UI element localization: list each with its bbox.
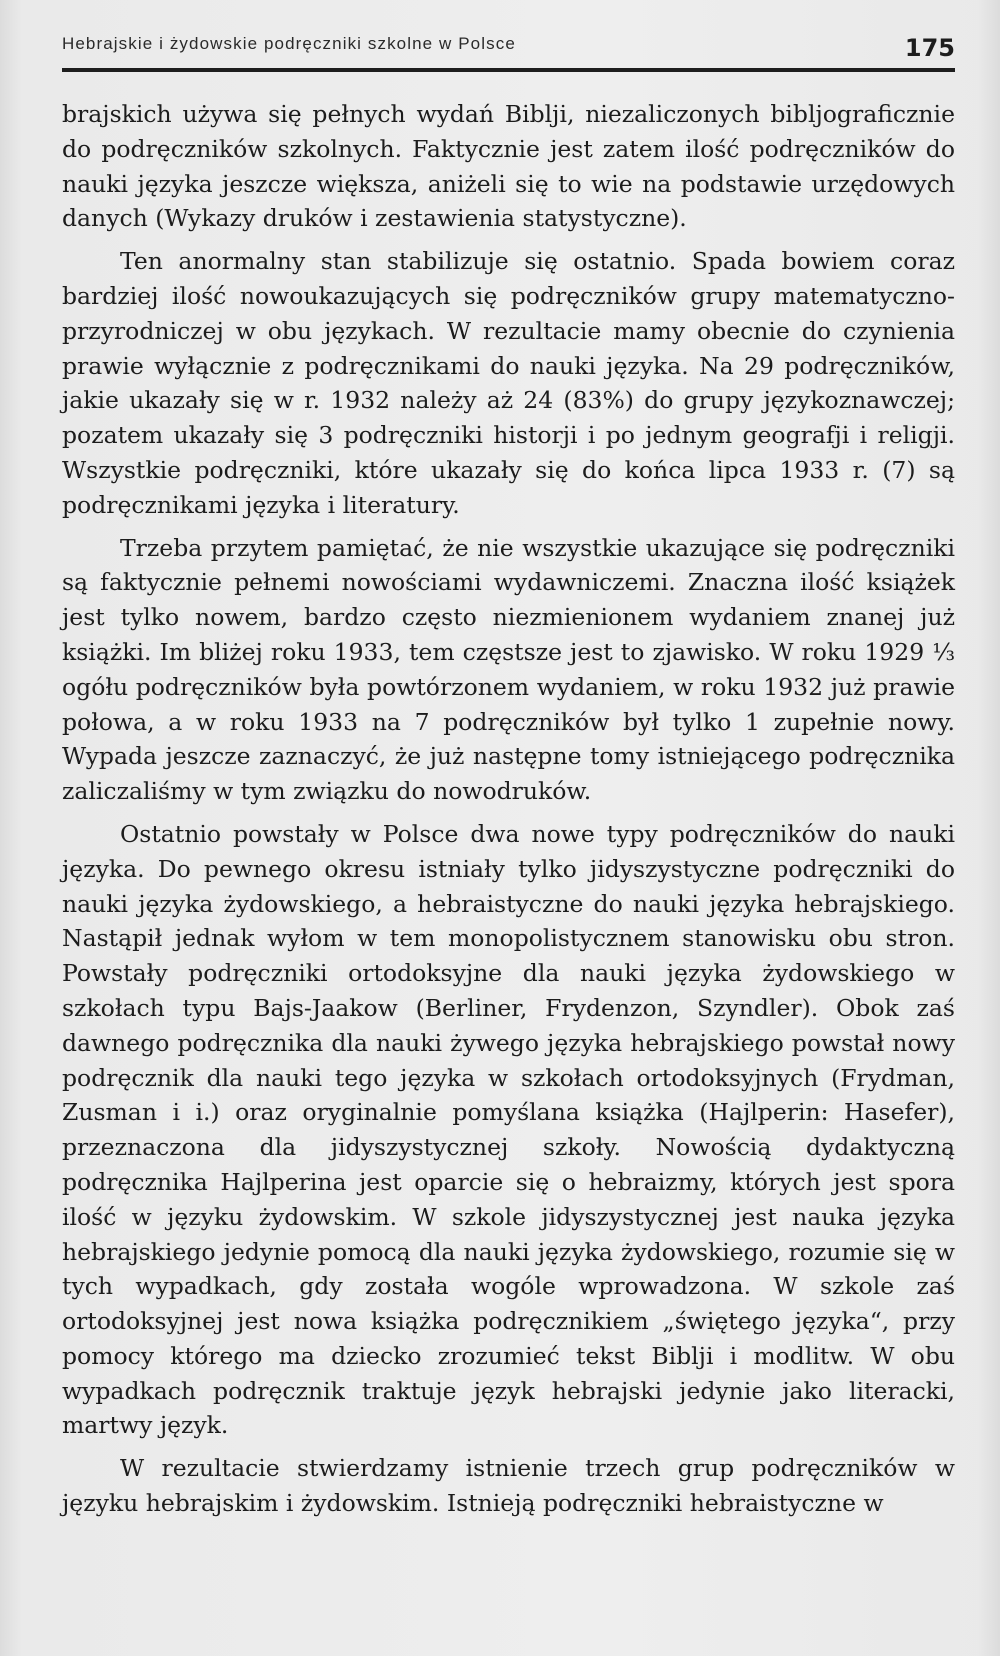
- header-rule: [62, 68, 955, 72]
- paragraph-1: brajskich używa się pełnych wydań Biblji, niezaliczonych bibljograficznie do podręczników szkolnych. Faktycznie jest zatem ilość podręczników do nauki języka jeszcze większa, aniżeli się to wie na podstawie urzędowych danych (Wykazy druków i zestawienia statystyczne).: [62, 100, 955, 233]
- body-text: [62, 97, 955, 1529]
- page-number: 175: [904, 34, 955, 62]
- paragraph-5: W rezultacie stwierdzamy istnienie trzech grup podręczników w języku hebrajskim i żydowskim. Istnieją podręczniki hebraistyczne w: [62, 1454, 955, 1518]
- paragraph-4: Ostatnio powstały w Polsce dwa nowe typy podręczników do nauki języka. Do pewnego okresu istniały tylko jidyszystyczne podręczniki do nauki języka żydowskiego, a hebraistyczne do nauki języka hebrajskiego. Nastąpił jednak wyłom w tem monopolistycznem stanowisku obu stron. Powstały podręczniki ortodoksyjne dla nauki języka żydowskiego w szkołach typu Bajs-Jaakow (Berliner, Frydenzon, Szyndler). Obok zaś dawnego podręcznika dla nauki żywego języka hebrajskiego powstał nowy podręcznik dla nauki tego języka w szkołach ortodoksyjnych (Frydman, Zusman i i.) oraz oryginalnie pomyślana książka (Hajlperin: Hasefer), przeznaczona dla jidyszystycznej szkoły. Nowością dydaktyczną podręcznika Hajlperina jest oparcie się o hebraizmy, których jest spora ilość w języku żydowskim. W szkole jidyszystycznej jest nauka języka hebrajskiego jedynie pomocą dla nauki języka żydowskiego, rozumie się w tych wypadkach, gdy została wogóle wprowadzona. W szkole zaś ortodoksyjnej jest nowa książka podręcznikiem „świętego języka“, przy pomocy którego ma dziecko zrozumieć tekst Biblji i modlitw. W obu wypadkach podręcznik traktuje język hebrajski jedynie jako literacki, martwy język.: [62, 819, 955, 1440]
- running-title: Hebrajskie i żydowskie podręczniki szkolne w Polsce: [62, 34, 516, 53]
- paragraph-2: Ten anormalny stan stabilizuje się ostatnio. Spada bowiem coraz bardziej ilość nowoukazujących się podręczników grupy matematyczno-przyrodniczej w obu językach. W rezultacie mamy obecnie do czynienia prawie wyłącznie z podręcznikami do nauki języka. Na 29 podręczników, jakie ukazały się w r. 1932 należy aż 24 (83%) do grupy językoznawczej; pozatem ukazały się 3 podręczniki historji i po jednym geografji i religji. Wszystkie podręczniki, które ukazały się do końca lipca 1933 r. (7) są podręcznikami języka i literatury.: [62, 247, 955, 519]
- page-header: [62, 30, 955, 70]
- paragraph-3: Trzeba przytem pamiętać, że nie wszystkie ukazujące się podręczniki są faktycznie pełnemi nowościami wydawniczemi. Znaczna ilość książek jest tylko nowem, bardzo często niezmienionem wydaniem znanej już książki. Im bliżej roku 1933, tem częstsze jest to zjawisko. W roku 1929 ⅓ ogółu podręczników była powtórzonem wydaniem, w roku 1932 już prawie połowa, a w roku 1933 na 7 podręczników był tylko 1 zupełnie nowy. Wypada jeszcze zaznaczyć, że już następne tomy istniejącego podręcznika zaliczaliśmy w tym związku do nowodruków.: [62, 533, 955, 806]
